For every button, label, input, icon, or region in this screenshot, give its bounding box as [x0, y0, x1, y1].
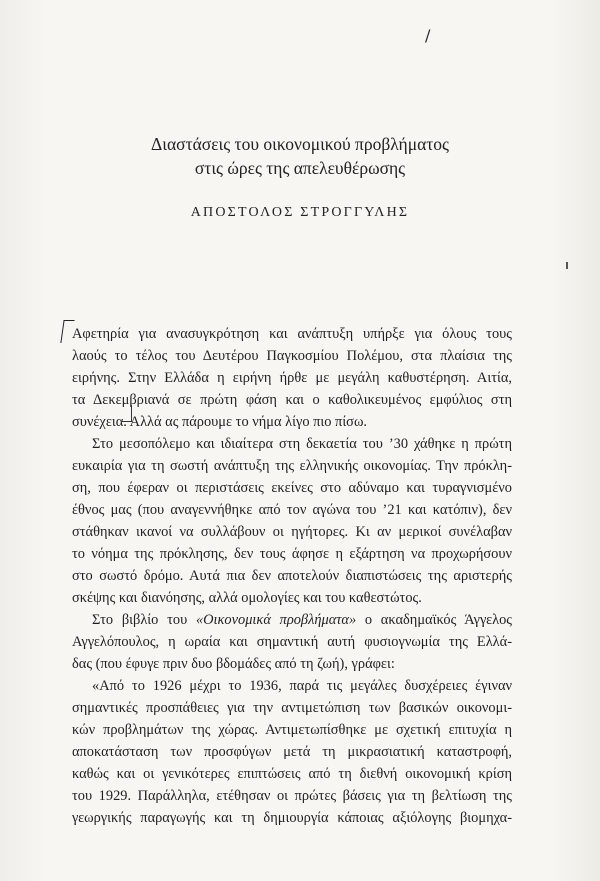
author-name: ΑΠΟΣΤΟΛΟΣ ΣΤΡΟΓΓΥΛΗΣ — [190, 205, 410, 220]
chapter-title-line-2: στις ώρες της απελευθέρωσης — [194, 158, 406, 178]
chapter-title-line-1: Διαστάσεις του οικονομικού προβλήματος — [151, 134, 449, 154]
body-line: λαούς το τέλος του Δευτέρου Παγκοσμίου Πολέμου, στα πλαίσια της — [72, 348, 512, 364]
pencil-mark: / — [425, 26, 431, 45]
body-line: Αγγελόπουλος, η ωραία και σημαντική αυτή φυσιογνωμία της Ελλά- — [72, 634, 512, 650]
margin-tick — [566, 262, 568, 269]
body-line: ση, που έφεραν οι περιστάσεις εκείνες στο αδύναμο και τυραγνισμένο — [72, 480, 512, 496]
book-title: «Οικονομικά προβλήματα» — [195, 612, 357, 628]
book-ref-rest: ο ακαδημαϊκός Άγγελος — [364, 612, 512, 628]
body-line-book-reference — [92, 610, 512, 630]
body-line-quote: αποκατάσταση των προσφύγων μετά τη μικρασιατική καταστροφή, — [72, 744, 512, 760]
body-line: δας (που έφυγε πριν δυο βδομάδες από τη ζωή), γράφει: — [72, 656, 395, 672]
body-line: έθνος μας (που αναγεννήθηκε από τον αγώνα του ’21 και κατόπιν), δεν — [72, 502, 512, 518]
body-line: το νόημα της πρόκλησης, δεν τους άφησε η εξάρτηση να προχωρήσουν — [72, 546, 512, 562]
body-line-quote: καθώς και οι γενικότερες επιπτώσεις από τη διεθνή οικονομική κρίση — [72, 766, 512, 782]
body-line: τα Δεκεμβριανά σε πρώτη φάση και ο καθολικευμένος εμφύλιος στη — [72, 392, 512, 408]
body-line: στάθηκαν ικανοί να συλλάβουν οι ηγήτορες. Κι αν μερικοί συνέλαβαν — [72, 524, 512, 540]
book-ref-prefix: Στο βιβλίο του — [92, 612, 196, 628]
body-line: Στο μεσοπόλεμο και ιδιαίτερα στη δεκαετία του ’30 χάθηκε η πρώτη — [92, 436, 512, 452]
body-line: σκέψης και διανόησης, αλλά ομολογίες και του καθεστώτος. — [72, 590, 422, 606]
body-line: Αφετηρία για ανασυγκρότηση και ανάπτυξη υπήρξε για όλους τους — [72, 326, 512, 342]
body-line: ευκαιρία για τη σωστή ανάπτυξη της ελληνικής οικονομίας. Την πρόκλη- — [72, 458, 512, 474]
body-line-quote: του 1929. Παράλληλα, ετέθησαν οι πρώτες βάσεις για τη βελτίωση της — [72, 788, 512, 804]
body-line-quote: «Από το 1926 μέχρι το 1936, παρά τις μεγάλες δυσχέρειες έγιναν — [92, 678, 512, 694]
handwritten-corner-mark — [122, 405, 132, 422]
body-line-quote: γεωργικής παραγωγής και τη δημιουργία κάποιας αξιόλογης βιομηχα- — [72, 810, 512, 826]
body-line: συνέχεια. Αλλά ας πάρουμε το νήμα λίγο πιο πίσω. — [72, 414, 368, 430]
body-line-quote: κών προβλημάτων της χώρας. Αντιμετωπίσθηκε με σχετική επιτυχία η — [72, 722, 512, 738]
body-line-quote: σημαντικές προσπάθειες για την αντιμετώπιση των βασικών οικονομι- — [72, 700, 512, 716]
body-line: ειρήνης. Στην Ελλάδα η ειρήνη ήρθε με μεγάλη καθυστέρηση. Αιτία, — [72, 370, 512, 386]
body-line: στο σωστό δρόμο. Αυτά πια δεν αποτελούν διαπιστώσεις της αριστερής — [72, 568, 512, 584]
